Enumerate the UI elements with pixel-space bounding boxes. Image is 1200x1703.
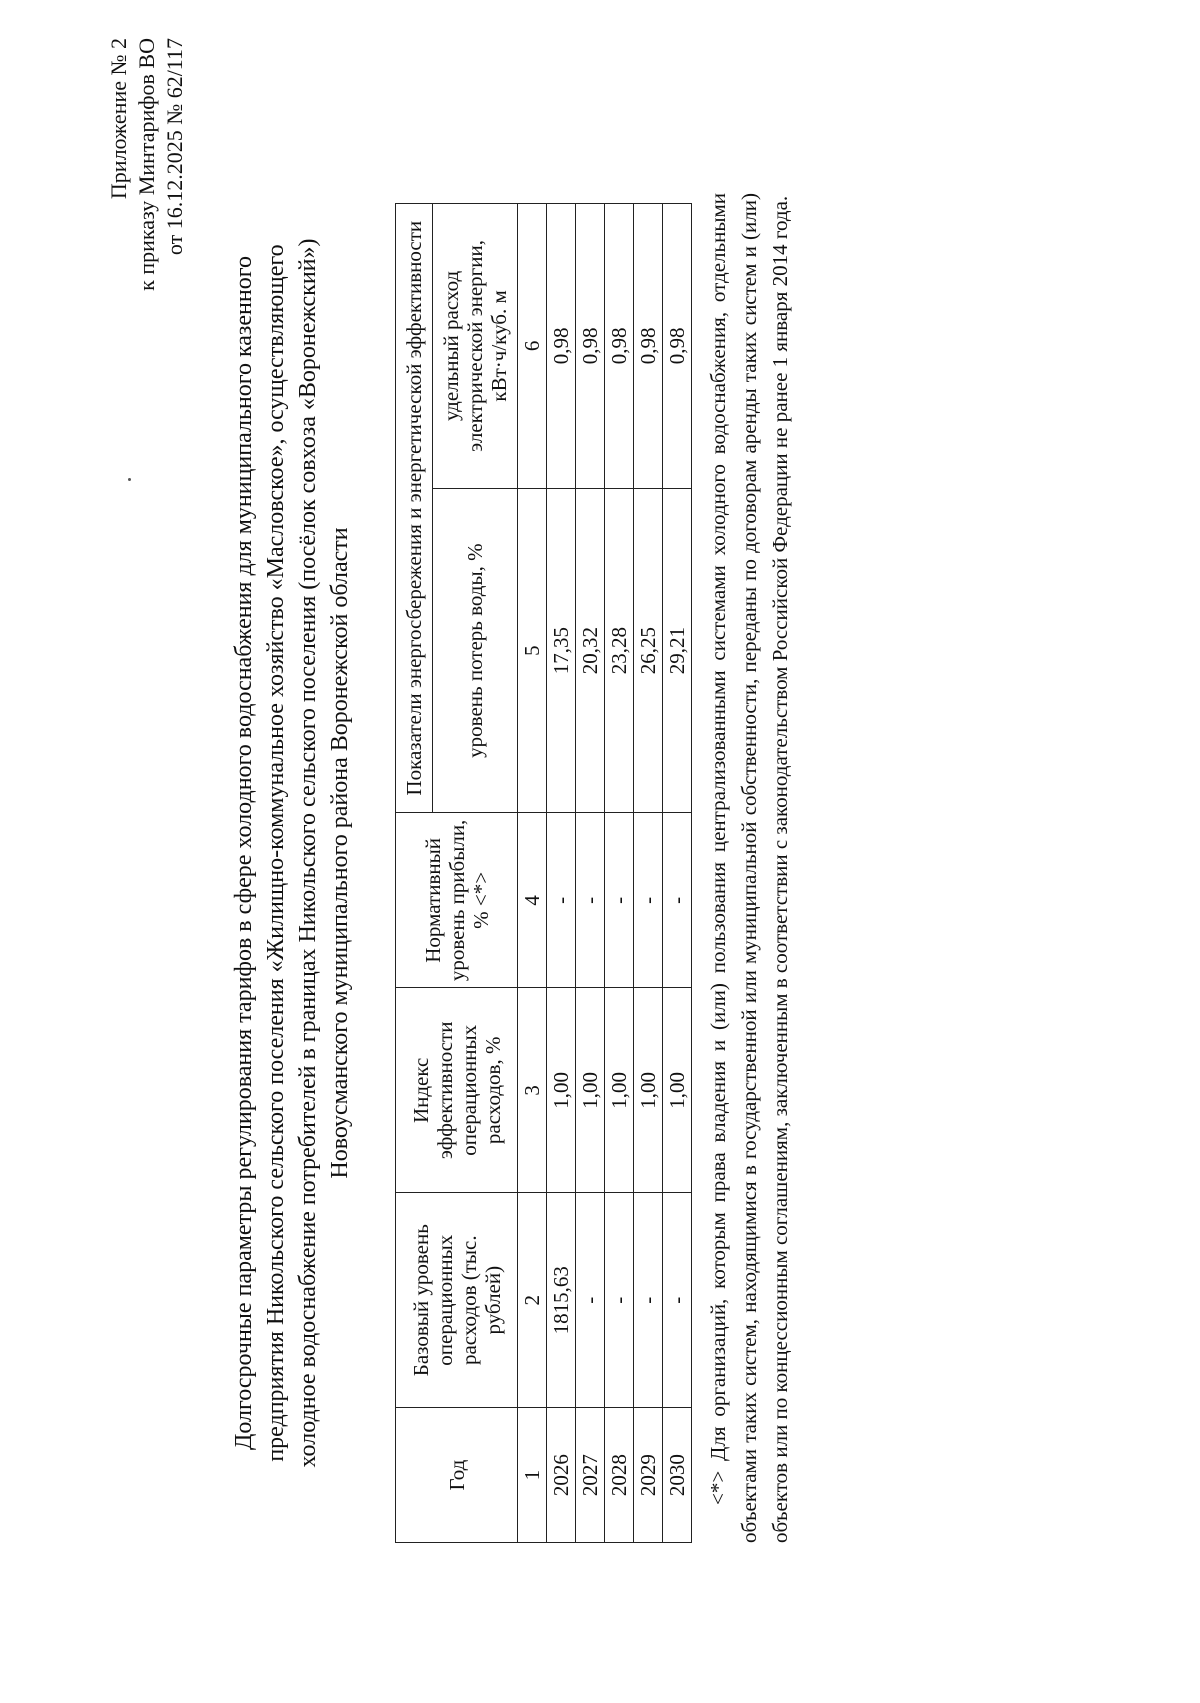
title-line: Новоусманского муниципального района Воронежской области — [327, 527, 353, 1179]
header-base-expenses: Базовый уровень операционных расходов (тыс. рублей) — [396, 1193, 518, 1408]
cell-water-loss: 20,32 — [576, 488, 605, 813]
title-line: предприятия Никольского сельского поселения «Жилищно-коммунальное хозяйство «Масловское», осуществляющего — [263, 244, 289, 1462]
document-title — [228, 173, 356, 1533]
header-energy-group: Показатели энергосбережения и энергетической эффективности — [396, 204, 433, 813]
appendix-order-date: от 16.12.2025 № 62/117 — [162, 38, 187, 256]
appendix-number: Приложение № 2 — [106, 38, 131, 200]
cell-year: 2029 — [634, 1408, 663, 1543]
appendix-order-ref: к приказу Минтарифов ВО — [134, 38, 159, 291]
cell-efficiency-index: 1,00 — [663, 988, 692, 1193]
column-number-row — [518, 204, 547, 1543]
cell-efficiency-index: 1,00 — [605, 988, 634, 1193]
cell-electricity: 0,98 — [576, 204, 605, 489]
cell-efficiency-index: 1,00 — [576, 988, 605, 1193]
cell-base-expenses: - — [576, 1193, 605, 1408]
cell-year: 2027 — [576, 1408, 605, 1543]
cell-electricity: 0,98 — [605, 204, 634, 489]
header-efficiency-index: Индекс эффективности операционных расходов, % — [396, 988, 518, 1193]
cell-water-loss: 17,35 — [547, 488, 576, 813]
table-row — [663, 204, 692, 1543]
cell-year: 2030 — [663, 1408, 692, 1543]
table-row — [547, 204, 576, 1543]
cell-base-expenses: 1815,63 — [547, 1193, 576, 1408]
title-line: холодное водоснабжение потребителей в границах Никольского сельского поселения (посёлок совхоза «Воронежский») — [295, 238, 321, 1468]
cell-base-expenses: - — [663, 1193, 692, 1408]
header-water-loss: уровень потерь воды, % — [433, 488, 518, 813]
header-electricity-consumption: удельный расход электрической энергии, кВт·ч/куб. м — [433, 204, 518, 489]
footnote: <*> Для организаций, которым права владения и (или) пользования централизованными системами холодного водоснабжения, отдельными объектами таких систем, находящимися в государственной или муниципальной собственности, переданы по договорам аренды таких систем и (или) объектов или по концессионным соглашениям, заключенным в соответствии с законодательством Российской Федерации не ранее 1 января 2014 года. — [706, 193, 792, 1543]
tariff-parameters-table — [395, 203, 692, 1543]
table-row — [634, 204, 663, 1543]
cell-efficiency-index: 1,00 — [547, 988, 576, 1193]
cell-base-expenses: - — [634, 1193, 663, 1408]
header-year: Год — [396, 1408, 518, 1543]
cell-electricity: 0,98 — [663, 204, 692, 489]
cell-year: 2028 — [605, 1408, 634, 1543]
cell-profit-level: - — [576, 813, 605, 988]
table-row — [605, 204, 634, 1543]
cell-profit-level: - — [605, 813, 634, 988]
cell-base-expenses: - — [605, 1193, 634, 1408]
column-number: 4 — [518, 813, 547, 988]
column-number: 2 — [518, 1193, 547, 1408]
cell-water-loss: 29,21 — [663, 488, 692, 813]
scan-speck — [128, 478, 131, 481]
cell-electricity: 0,98 — [634, 204, 663, 489]
column-number: 5 — [518, 488, 547, 813]
cell-efficiency-index: 1,00 — [634, 988, 663, 1193]
column-number: 6 — [518, 204, 547, 489]
cell-profit-level: - — [663, 813, 692, 988]
cell-profit-level: - — [634, 813, 663, 988]
cell-year: 2026 — [547, 1408, 576, 1543]
column-number: 1 — [518, 1408, 547, 1543]
cell-water-loss: 23,28 — [605, 488, 634, 813]
column-number: 3 — [518, 988, 547, 1193]
cell-electricity: 0,98 — [547, 204, 576, 489]
title-line: Долгосрочные параметры регулирования тарифов в сфере холодного водоснабжения для муниципального казенного — [231, 256, 257, 1451]
cell-profit-level: - — [547, 813, 576, 988]
cell-water-loss: 26,25 — [634, 488, 663, 813]
table-row — [576, 204, 605, 1543]
appendix-block — [105, 38, 189, 291]
header-profit-level: Нормативный уровень прибыли, % <*> — [396, 813, 518, 988]
